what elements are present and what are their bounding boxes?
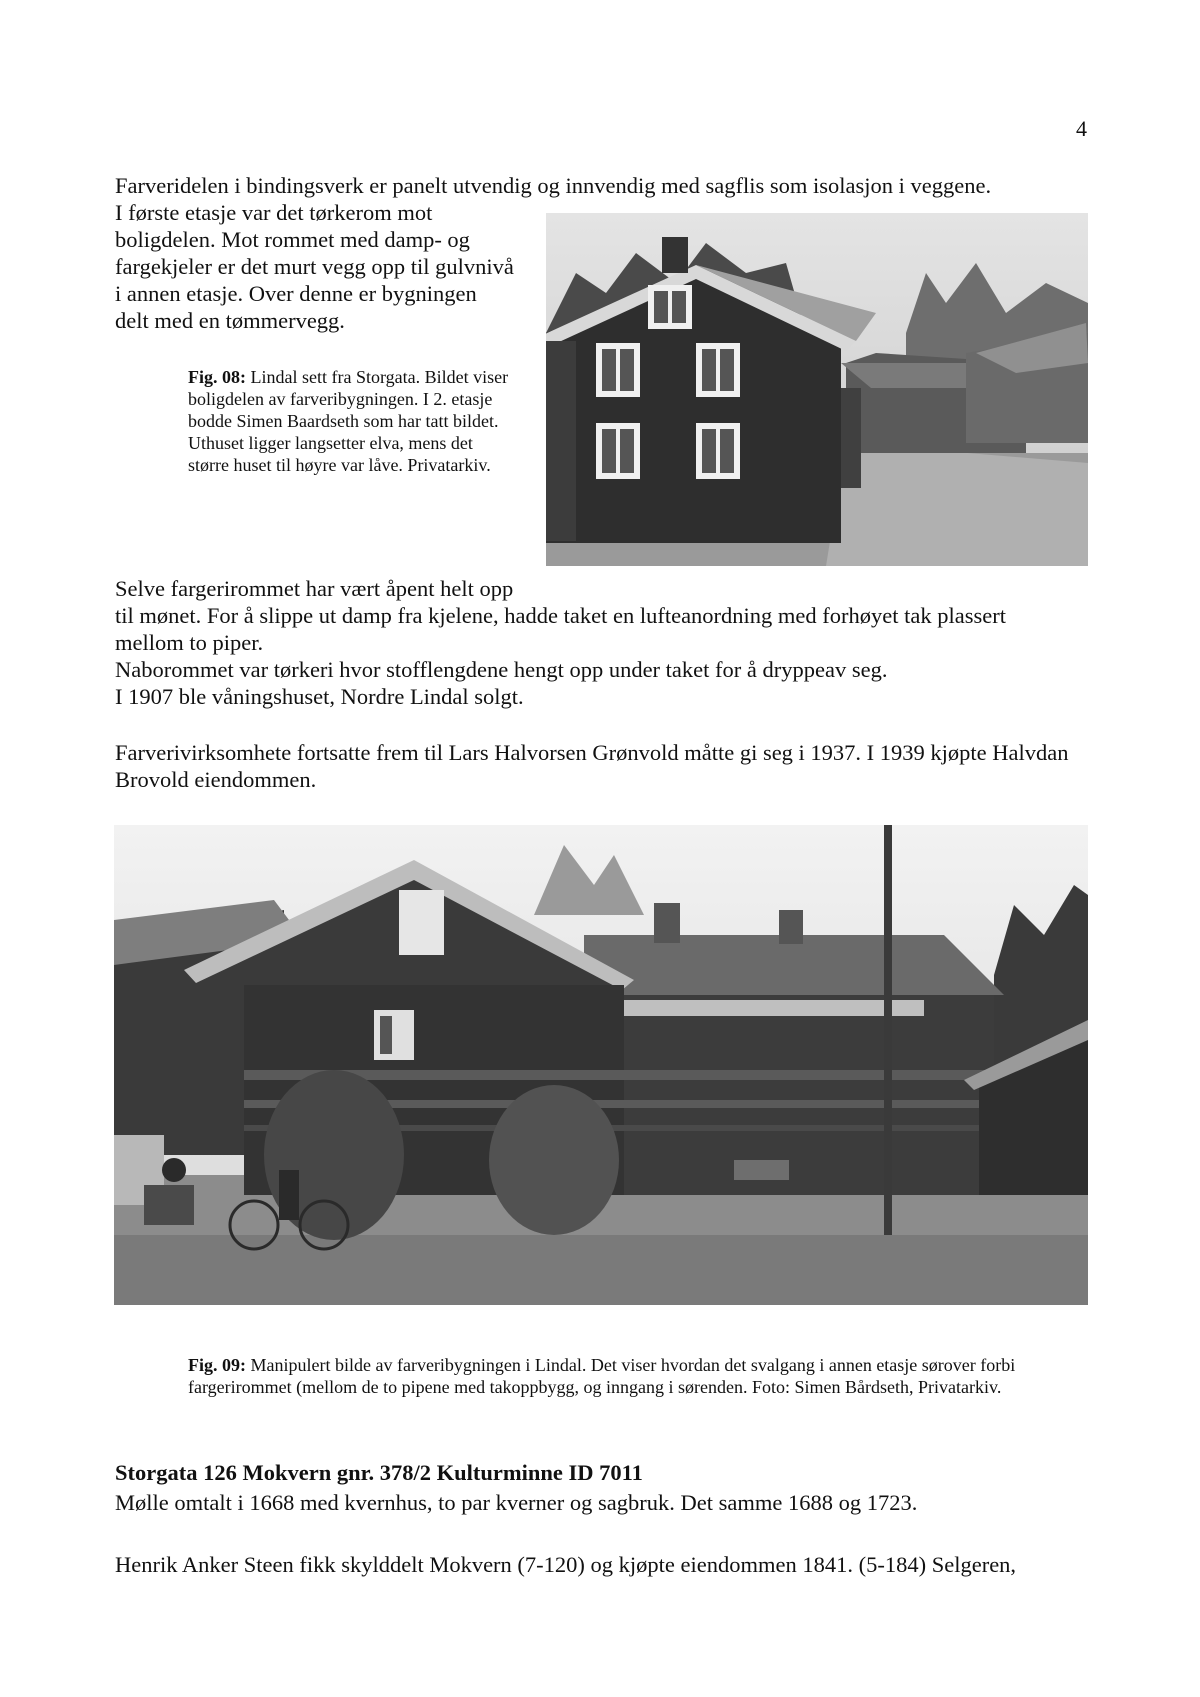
paragraph-5: Henrik Anker Steen fikk skylddelt Mokvern (7-120) og kjøpte eiendommen 1841. (5-184) Selgeren, [115,1552,1017,1577]
figure-08-photo [546,213,1088,566]
figure-09-caption [188,1354,1088,1398]
figure-08-caption [188,366,518,476]
paragraph-4: Mølle omtalt i 1668 med kvernhus, to par kverner og sagbruk. Det samme 1688 og 1723. [115,1490,918,1515]
paragraph-3: Farverivirksomhete fortsatte frem til Lars Halvorsen Grønvold måtte gi seg i 1937. I 1939 kjøpte Halvdan Brovold eiendommen. [115,740,1069,792]
figure-08-label: Fig. 08: [188,367,246,387]
figure-09-caption-text: Manipulert bilde av farveribygningen i Lindal. Det viser hvordan det svalgang i annen etasje sørover forbi fargerirommet (mellom de to pipene med takoppbygg, og inngang i sørenden. Foto: Simen Bårdseth, Privatarkiv. [188,1355,1016,1397]
section-heading-storgata-126: Storgata 126 Mokvern gnr. 378/2 Kulturminne ID 7011 [115,1460,643,1485]
paragraph-2 [115,575,1095,710]
figure-08-caption-text: Lindal sett fra Storgata. Bildet viser boligdelen av farveribygningen. I 2. etasje bodde Simen Baardseth som har tatt bildet. Uthuset ligger langsetter elva, mens det større huset til høyre var låve. Privatarkiv. [188,367,509,475]
figure-09-label: Fig. 09: [188,1355,246,1375]
paragraph-2-line-3: mellom to piper. [115,630,264,655]
paragraph-2-line-4: Naborommet var tørkeri hvor stofflengdene hengt opp under taket for å dryppeav seg. [115,657,888,682]
page-number: 4 [1076,116,1087,141]
paragraph-2-line-2: til mønet. For å slippe ut damp fra kjelene, hadde taket en lufteanordning med forhøyet tak plassert [115,603,1006,628]
paragraph-1-rest: I første etasje var det tørkerom mot boligdelen. Mot rommet med damp- og fargekjeler er det murt vegg opp til gulvnivå i annen etasje. Over denne er bygningen delt med en tømmervegg. [115,200,514,333]
figure-09-photo [114,825,1088,1305]
paragraph-1-first-line: Farveridelen i bindingsverk er panelt utvendig og innvendig med sagflis som isolasjon i veggene. [115,173,992,198]
paragraph-2-line-1: Selve fargerirommet har vært åpent helt opp [115,576,514,601]
paragraph-2-line-5: I 1907 ble våningshuset, Nordre Lindal solgt. [115,684,524,709]
